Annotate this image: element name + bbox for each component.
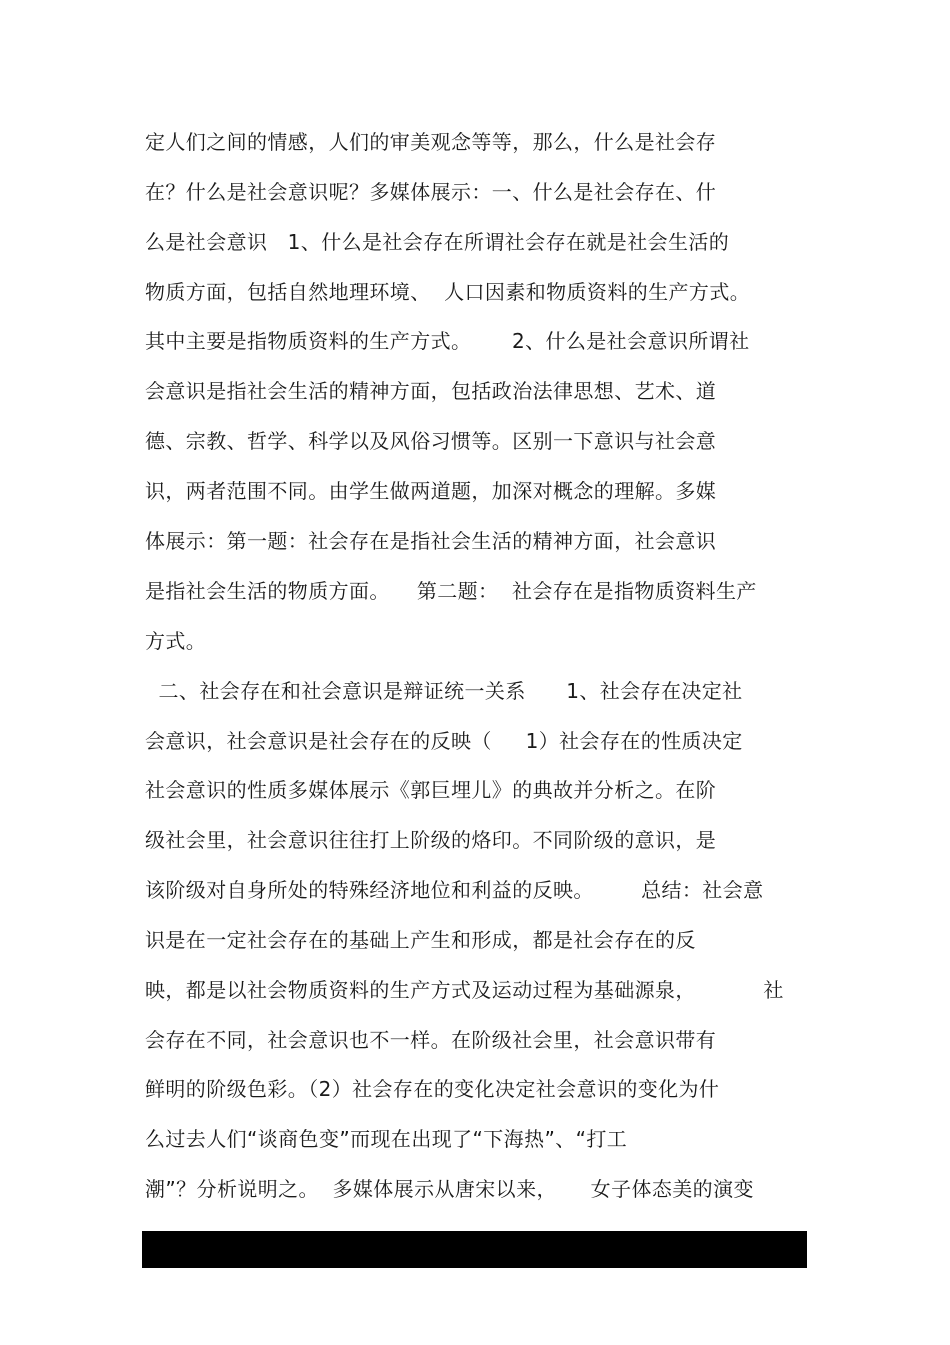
- paragraph-line: 体展示：第一题：社会存在是指社会生活的精神方面，社会意识: [145, 529, 717, 553]
- paragraph-line: 识，两者范围不同。由学生做两道题，加深对概念的理解。多媒: [145, 479, 717, 503]
- paragraph-line: 鲜明的阶级色彩。（2）社会存在的变化决定社会意识的变化为什: [145, 1077, 720, 1101]
- paragraph-line: 德、宗教、哲学、科学以及风俗习惯等。区别一下意识与社会意: [145, 429, 717, 453]
- paragraph-line: 定人们之间的情感，人们的审美观念等等，那么，什么是社会存: [145, 130, 717, 154]
- paragraph-line: 其中主要是指物质资料的生产方式。 2、什么是社会意识所谓社: [145, 329, 750, 353]
- paragraph-line: 社会意识的性质多媒体展示《郭巨埋儿》的典故并分析之。在阶: [145, 778, 717, 802]
- paragraph-line: 么是社会意识 1、什么是社会存在所谓社会存在就是社会生活的: [145, 230, 730, 254]
- paragraph-line: 二、社会存在和社会意识是辩证统一关系 1、社会存在决定社: [145, 679, 743, 703]
- paragraph-line: 在？什么是社会意识呢？多媒体展示：一、什么是社会存在、什: [145, 180, 717, 204]
- paragraph-line: 级社会里，社会意识往往打上阶级的烙印。不同阶级的意识，是: [145, 828, 717, 852]
- footer-black-bar: [142, 1231, 807, 1268]
- paragraph-line: 潮”？分析说明之。 多媒体展示从唐宋以来， 女子体态美的演变: [145, 1177, 754, 1201]
- paragraph-line: 方式。: [145, 629, 207, 653]
- paragraph-line: 会意识是指社会生活的精神方面，包括政治法律思想、艺术、道: [145, 379, 717, 403]
- paragraph-line: 么过去人们“谈商色变”而现在出现了“下海热”、“打工: [145, 1127, 628, 1151]
- paragraph-line: 物质方面，包括自然地理环境、 人口因素和物质资料的生产方式。: [145, 280, 751, 304]
- paragraph-line: 会存在不同，社会意识也不一样。在阶级社会里，社会意识带有: [145, 1028, 717, 1052]
- paragraph-line: 该阶级对自身所处的特殊经济地位和利益的反映。 总结：社会意: [145, 878, 764, 902]
- paragraph-line: 会意识，社会意识是社会存在的反映（ 1）社会存在的性质决定: [145, 729, 743, 753]
- paragraph-line: 识是在一定社会存在的基础上产生和形成，都是社会存在的反: [145, 928, 696, 952]
- paragraph-line: 是指社会生活的物质方面。 第二题： 社会存在是指物质资料生产: [145, 579, 757, 603]
- paragraph-line: 映，都是以社会物质资料的生产方式及运动过程为基础源泉， 社: [145, 978, 784, 1002]
